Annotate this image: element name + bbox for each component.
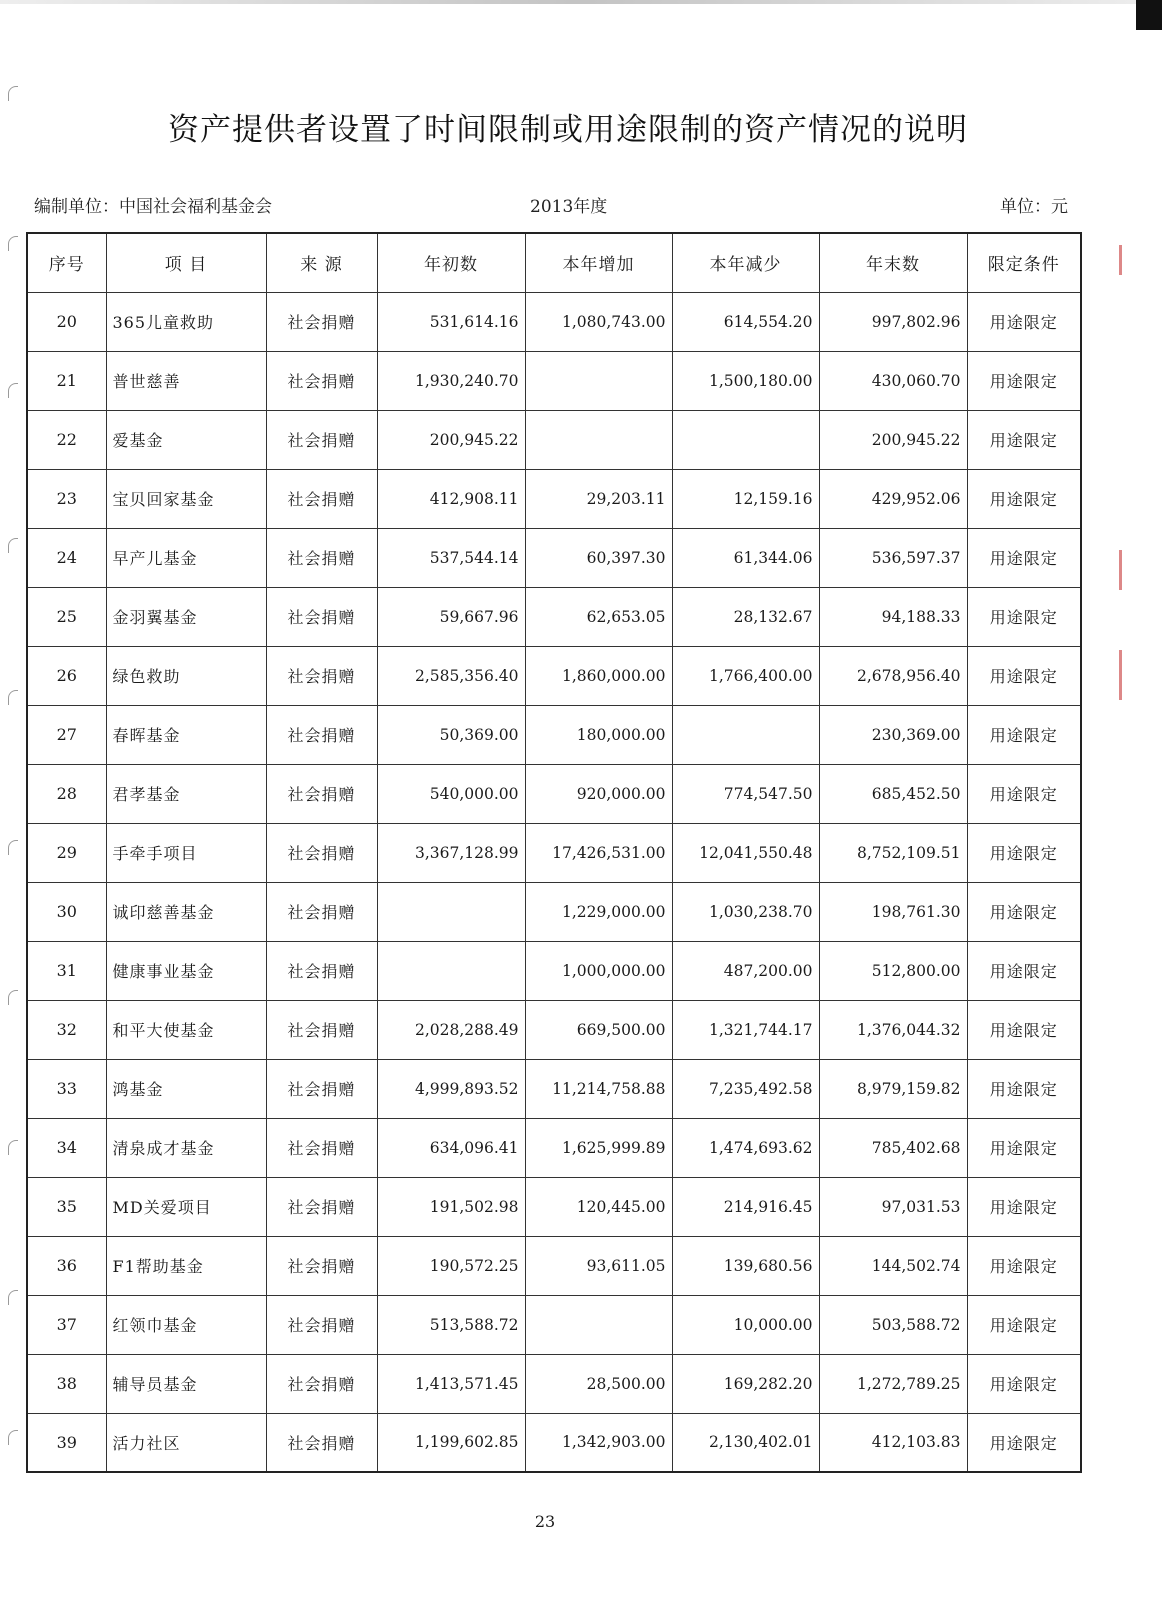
cell-condition: 用途限定	[967, 528, 1081, 587]
cell-decrease: 214,916.45	[672, 1177, 819, 1236]
cell-source: 社会捐赠	[266, 764, 377, 823]
cell-source: 社会捐赠	[266, 705, 377, 764]
cell-condition: 用途限定	[967, 1236, 1081, 1295]
binder-hole-mark	[8, 1140, 18, 1155]
cell-seq: 37	[27, 1295, 106, 1354]
cell-seq: 34	[27, 1118, 106, 1177]
cell-condition: 用途限定	[967, 882, 1081, 941]
cell-decrease: 614,554.20	[672, 292, 819, 351]
cell-source: 社会捐赠	[266, 646, 377, 705]
cell-item: 金羽翼基金	[106, 587, 266, 646]
fiscal-year: 2013年度	[530, 197, 608, 217]
cell-begin: 191,502.98	[377, 1177, 525, 1236]
cell-source: 社会捐赠	[266, 1295, 377, 1354]
cell-source: 社会捐赠	[266, 351, 377, 410]
cell-source: 社会捐赠	[266, 1000, 377, 1059]
binder-hole-mark	[8, 86, 18, 101]
cell-decrease: 12,041,550.48	[672, 823, 819, 882]
header-increase: 本年增加	[525, 233, 672, 292]
cell-condition: 用途限定	[967, 646, 1081, 705]
cell-increase: 1,080,743.00	[525, 292, 672, 351]
cell-begin	[377, 941, 525, 1000]
cell-end: 2,678,956.40	[819, 646, 967, 705]
cell-seq: 20	[27, 292, 106, 351]
table-row	[27, 1177, 1081, 1236]
cell-item: F1帮助基金	[106, 1236, 266, 1295]
cell-seq: 26	[27, 646, 106, 705]
cell-source: 社会捐赠	[266, 1059, 377, 1118]
cell-seq: 31	[27, 941, 106, 1000]
cell-seq: 33	[27, 1059, 106, 1118]
binder-hole-mark	[8, 538, 18, 553]
header-item: 项 目	[106, 233, 266, 292]
cell-condition: 用途限定	[967, 410, 1081, 469]
binder-hole-mark	[8, 1430, 18, 1445]
cell-end: 685,452.50	[819, 764, 967, 823]
cell-item: 爱基金	[106, 410, 266, 469]
cell-increase: 17,426,531.00	[525, 823, 672, 882]
binder-hole-mark	[8, 383, 18, 398]
table-row	[27, 528, 1081, 587]
cell-decrease: 1,474,693.62	[672, 1118, 819, 1177]
cell-end: 198,761.30	[819, 882, 967, 941]
scan-corner-mark	[1136, 0, 1162, 30]
cell-seq: 28	[27, 764, 106, 823]
cell-begin: 1,930,240.70	[377, 351, 525, 410]
cell-decrease: 1,766,400.00	[672, 646, 819, 705]
cell-increase: 1,625,999.89	[525, 1118, 672, 1177]
cell-seq: 29	[27, 823, 106, 882]
cell-increase: 1,229,000.00	[525, 882, 672, 941]
cell-condition: 用途限定	[967, 292, 1081, 351]
cell-source: 社会捐赠	[266, 292, 377, 351]
table-row	[27, 823, 1081, 882]
binder-hole-mark	[8, 990, 18, 1005]
cell-condition: 用途限定	[967, 587, 1081, 646]
table-row	[27, 587, 1081, 646]
cell-begin: 4,999,893.52	[377, 1059, 525, 1118]
cell-begin: 1,413,571.45	[377, 1354, 525, 1413]
cell-seq: 35	[27, 1177, 106, 1236]
header-end: 年末数	[819, 233, 967, 292]
cell-condition: 用途限定	[967, 764, 1081, 823]
cell-decrease: 169,282.20	[672, 1354, 819, 1413]
cell-seq: 21	[27, 351, 106, 410]
table-row	[27, 1059, 1081, 1118]
cell-decrease: 1,500,180.00	[672, 351, 819, 410]
cell-end: 785,402.68	[819, 1118, 967, 1177]
cell-item: 手牵手项目	[106, 823, 266, 882]
page-title: 资产提供者设置了时间限制或用途限制的资产情况的说明	[168, 112, 968, 148]
cell-increase: 28,500.00	[525, 1354, 672, 1413]
cell-increase: 1,860,000.00	[525, 646, 672, 705]
table-row	[27, 1295, 1081, 1354]
cell-end: 144,502.74	[819, 1236, 967, 1295]
header-begin: 年初数	[377, 233, 525, 292]
cell-condition: 用途限定	[967, 1354, 1081, 1413]
cell-end: 8,752,109.51	[819, 823, 967, 882]
cell-begin: 634,096.41	[377, 1118, 525, 1177]
table-row	[27, 1354, 1081, 1413]
cell-decrease: 2,130,402.01	[672, 1413, 819, 1472]
table-row	[27, 705, 1081, 764]
cell-source: 社会捐赠	[266, 587, 377, 646]
cell-condition: 用途限定	[967, 1413, 1081, 1472]
binder-hole-mark	[8, 1290, 18, 1305]
cell-increase: 120,445.00	[525, 1177, 672, 1236]
cell-begin: 190,572.25	[377, 1236, 525, 1295]
table-row	[27, 351, 1081, 410]
cell-source: 社会捐赠	[266, 941, 377, 1000]
binder-hole-mark	[8, 840, 18, 855]
cell-end: 97,031.53	[819, 1177, 967, 1236]
cell-seq: 30	[27, 882, 106, 941]
cell-increase: 11,214,758.88	[525, 1059, 672, 1118]
cell-item: 红领巾基金	[106, 1295, 266, 1354]
cell-increase: 93,611.05	[525, 1236, 672, 1295]
cell-condition: 用途限定	[967, 351, 1081, 410]
stamp-fragment	[1119, 245, 1122, 275]
cell-seq: 25	[27, 587, 106, 646]
cell-seq: 23	[27, 469, 106, 528]
cell-seq: 32	[27, 1000, 106, 1059]
page-number: 23	[534, 1512, 556, 1531]
cell-increase: 920,000.00	[525, 764, 672, 823]
cell-increase: 1,342,903.00	[525, 1413, 672, 1472]
cell-item: 辅导员基金	[106, 1354, 266, 1413]
cell-seq: 38	[27, 1354, 106, 1413]
table-body	[27, 292, 1081, 1472]
cell-condition: 用途限定	[967, 1118, 1081, 1177]
cell-item: 活力社区	[106, 1413, 266, 1472]
cell-begin: 513,588.72	[377, 1295, 525, 1354]
cell-decrease: 10,000.00	[672, 1295, 819, 1354]
cell-condition: 用途限定	[967, 941, 1081, 1000]
binder-hole-mark	[8, 690, 18, 705]
header-decrease: 本年减少	[672, 233, 819, 292]
cell-item: 早产儿基金	[106, 528, 266, 587]
cell-end: 1,272,789.25	[819, 1354, 967, 1413]
cell-decrease: 61,344.06	[672, 528, 819, 587]
stamp-fragment	[1119, 550, 1122, 590]
cell-item: 清泉成才基金	[106, 1118, 266, 1177]
cell-condition: 用途限定	[967, 1059, 1081, 1118]
cell-condition: 用途限定	[967, 823, 1081, 882]
header-condition: 限定条件	[967, 233, 1081, 292]
header-source: 来 源	[266, 233, 377, 292]
cell-item: 绿色救助	[106, 646, 266, 705]
cell-decrease: 1,321,744.17	[672, 1000, 819, 1059]
cell-seq: 36	[27, 1236, 106, 1295]
cell-end: 997,802.96	[819, 292, 967, 351]
cell-decrease: 7,235,492.58	[672, 1059, 819, 1118]
cell-end: 512,800.00	[819, 941, 967, 1000]
cell-end: 503,588.72	[819, 1295, 967, 1354]
cell-increase: 62,653.05	[525, 587, 672, 646]
table-row	[27, 292, 1081, 351]
table-row	[27, 764, 1081, 823]
cell-item: 健康事业基金	[106, 941, 266, 1000]
cell-end: 8,979,159.82	[819, 1059, 967, 1118]
cell-condition: 用途限定	[967, 1177, 1081, 1236]
cell-begin: 59,667.96	[377, 587, 525, 646]
cell-source: 社会捐赠	[266, 410, 377, 469]
cell-increase	[525, 351, 672, 410]
cell-decrease: 139,680.56	[672, 1236, 819, 1295]
cell-item: 365儿童救助	[106, 292, 266, 351]
scan-top-edge	[0, 0, 1162, 4]
cell-item: 和平大使基金	[106, 1000, 266, 1059]
cell-begin: 1,199,602.85	[377, 1413, 525, 1472]
header-seq: 序号	[27, 233, 106, 292]
cell-increase: 60,397.30	[525, 528, 672, 587]
cell-condition: 用途限定	[967, 705, 1081, 764]
table-row	[27, 941, 1081, 1000]
preparing-unit: 编制单位：中国社会福利基金会	[34, 197, 272, 217]
cell-item: 诚印慈善基金	[106, 882, 266, 941]
cell-source: 社会捐赠	[266, 823, 377, 882]
cell-end: 430,060.70	[819, 351, 967, 410]
cell-source: 社会捐赠	[266, 1177, 377, 1236]
cell-decrease	[672, 705, 819, 764]
cell-end: 412,103.83	[819, 1413, 967, 1472]
cell-begin: 200,945.22	[377, 410, 525, 469]
table-row	[27, 882, 1081, 941]
cell-seq: 39	[27, 1413, 106, 1472]
cell-decrease: 12,159.16	[672, 469, 819, 528]
cell-end: 429,952.06	[819, 469, 967, 528]
cell-source: 社会捐赠	[266, 528, 377, 587]
cell-condition: 用途限定	[967, 469, 1081, 528]
cell-decrease	[672, 410, 819, 469]
cell-item: MD关爱项目	[106, 1177, 266, 1236]
cell-begin: 3,367,128.99	[377, 823, 525, 882]
cell-end: 1,376,044.32	[819, 1000, 967, 1059]
table-row	[27, 469, 1081, 528]
cell-item: 君孝基金	[106, 764, 266, 823]
cell-begin: 2,585,356.40	[377, 646, 525, 705]
cell-end: 230,369.00	[819, 705, 967, 764]
cell-item: 春晖基金	[106, 705, 266, 764]
table-row	[27, 1413, 1081, 1472]
cell-begin: 537,544.14	[377, 528, 525, 587]
cell-source: 社会捐赠	[266, 1413, 377, 1472]
cell-decrease: 487,200.00	[672, 941, 819, 1000]
cell-increase	[525, 1295, 672, 1354]
cell-source: 社会捐赠	[266, 1236, 377, 1295]
cell-item: 鸿基金	[106, 1059, 266, 1118]
cell-condition: 用途限定	[967, 1000, 1081, 1059]
cell-decrease: 1,030,238.70	[672, 882, 819, 941]
cell-begin: 531,614.16	[377, 292, 525, 351]
table-row	[27, 1236, 1081, 1295]
table-row	[27, 1000, 1081, 1059]
cell-source: 社会捐赠	[266, 1118, 377, 1177]
cell-increase: 180,000.00	[525, 705, 672, 764]
binder-hole-mark	[8, 236, 18, 251]
cell-increase: 669,500.00	[525, 1000, 672, 1059]
currency-unit: 单位：元	[1000, 197, 1068, 217]
cell-increase: 1,000,000.00	[525, 941, 672, 1000]
cell-begin: 50,369.00	[377, 705, 525, 764]
table-row	[27, 410, 1081, 469]
table-row	[27, 646, 1081, 705]
cell-begin	[377, 882, 525, 941]
cell-end: 536,597.37	[819, 528, 967, 587]
cell-seq: 27	[27, 705, 106, 764]
cell-item: 宝贝回家基金	[106, 469, 266, 528]
cell-begin: 412,908.11	[377, 469, 525, 528]
cell-decrease: 28,132.67	[672, 587, 819, 646]
restricted-assets-table	[26, 232, 1082, 1473]
cell-begin: 540,000.00	[377, 764, 525, 823]
cell-condition: 用途限定	[967, 1295, 1081, 1354]
cell-seq: 24	[27, 528, 106, 587]
cell-increase	[525, 410, 672, 469]
cell-source: 社会捐赠	[266, 882, 377, 941]
cell-source: 社会捐赠	[266, 1354, 377, 1413]
cell-end: 94,188.33	[819, 587, 967, 646]
table-row	[27, 1118, 1081, 1177]
cell-end: 200,945.22	[819, 410, 967, 469]
stamp-fragment	[1119, 650, 1122, 700]
cell-source: 社会捐赠	[266, 469, 377, 528]
cell-decrease: 774,547.50	[672, 764, 819, 823]
cell-seq: 22	[27, 410, 106, 469]
cell-begin: 2,028,288.49	[377, 1000, 525, 1059]
cell-item: 普世慈善	[106, 351, 266, 410]
table-header-row	[27, 233, 1081, 292]
cell-increase: 29,203.11	[525, 469, 672, 528]
